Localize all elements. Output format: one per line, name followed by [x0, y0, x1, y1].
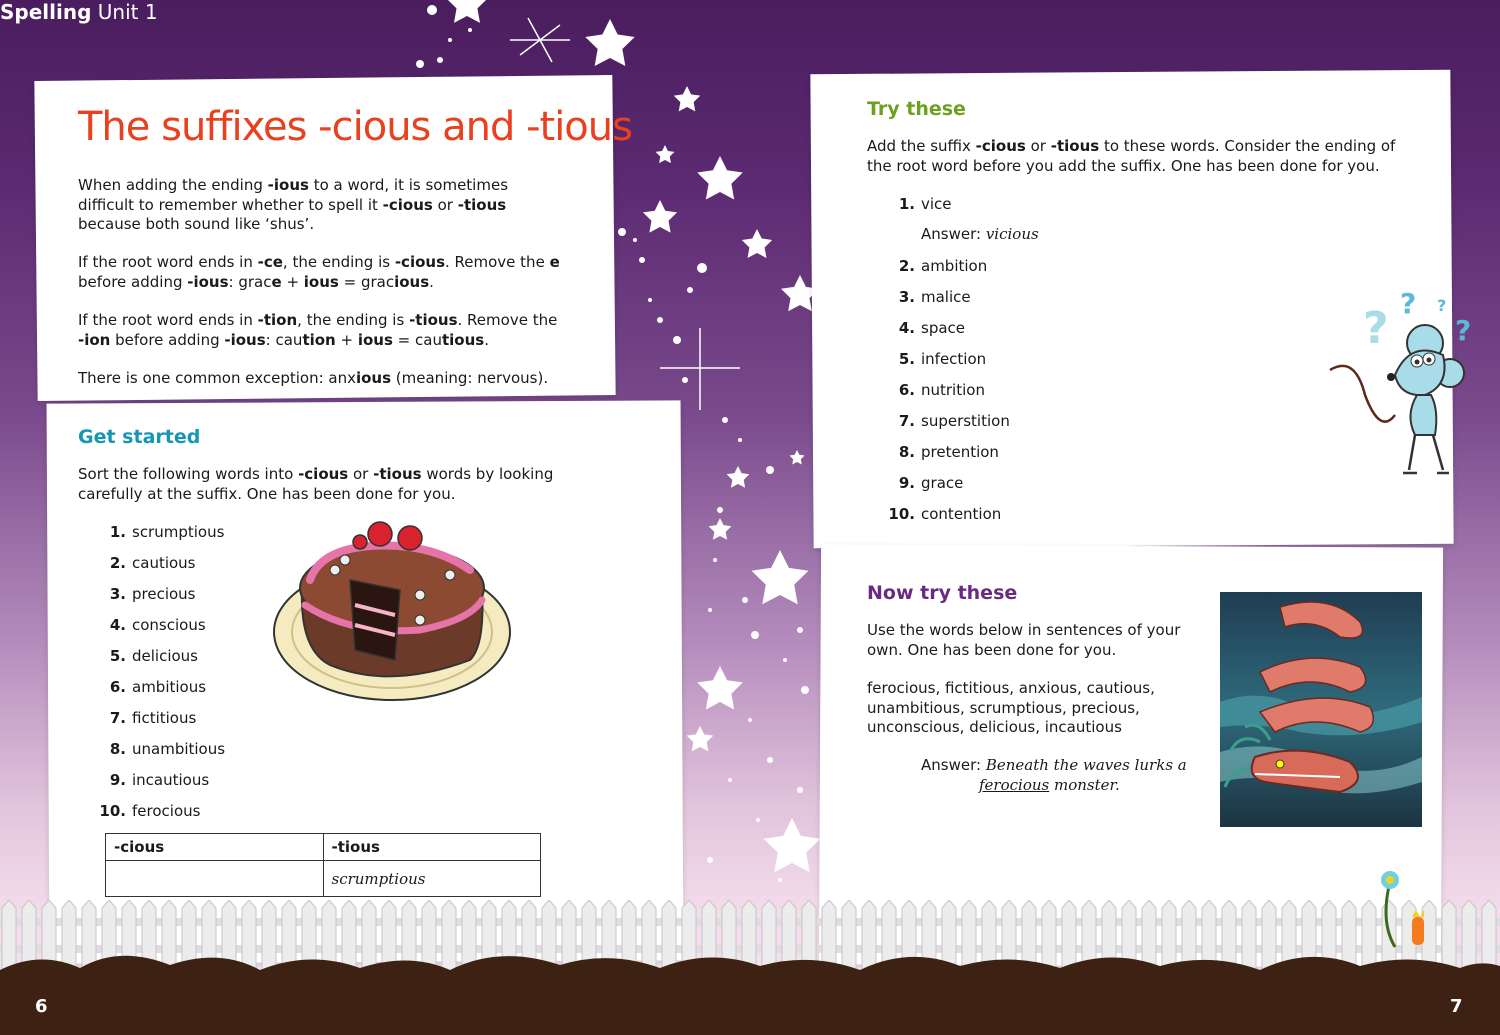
unit-header-rest: Unit 1: [97, 0, 158, 24]
list-item-word: ambitious: [132, 678, 207, 696]
list-item: [887, 441, 1010, 472]
list-item-word: fictitious: [132, 709, 197, 727]
svg-text:?: ?: [1437, 296, 1447, 315]
list-item-number: 2.: [109, 554, 126, 572]
table-cell-tious[interactable]: scrumptious: [323, 861, 541, 897]
answer-word: ferocious: [979, 776, 1050, 794]
page-number-left: 6: [35, 996, 48, 1017]
flower-icon: [1370, 862, 1440, 952]
mouse-illustration: [1325, 285, 1485, 485]
list-item: [98, 521, 225, 552]
try-these-answer: [921, 225, 1039, 243]
list-item-word: infection: [921, 350, 987, 368]
list-item: [887, 193, 952, 224]
list-item-number: 6.: [109, 678, 126, 696]
list-item-number: 2.: [898, 257, 915, 275]
now-try-instructions: Use the words below in sentences of your own. One has been done for you.: [867, 621, 1181, 659]
list-item: [887, 348, 1010, 379]
try-these-first-item: [887, 193, 952, 224]
try-these-instructions: Add the suffix -cious or -tious to these words. Consider the ending of the root word before you add the suffix. One has been done for you.: [867, 137, 1396, 175]
list-item-number: 7.: [109, 709, 126, 727]
list-item-number: 4.: [109, 616, 126, 634]
list-item-number: 5.: [109, 647, 126, 665]
list-item-number: 1.: [898, 195, 915, 213]
list-item: [98, 583, 225, 614]
list-item-number: 1.: [109, 523, 126, 541]
get-started-heading: Get started: [78, 426, 201, 448]
try-these-heading: Try these: [867, 98, 966, 120]
list-item-number: 10.: [99, 802, 126, 820]
list-item: [98, 800, 225, 831]
list-item-number: 9.: [898, 474, 915, 492]
table-cell-cious[interactable]: [106, 861, 324, 897]
list-item-word: nutrition: [921, 381, 985, 399]
list-item: [98, 707, 225, 738]
list-item-word: space: [921, 319, 966, 337]
list-item-word: cautious: [132, 554, 196, 572]
answer-line-1: Beneath the waves lurks a: [985, 756, 1187, 774]
list-item-number: 10.: [888, 505, 915, 523]
list-item-number: 9.: [109, 771, 126, 789]
cake-illustration: [270, 520, 515, 705]
list-item-word: ferocious: [132, 802, 201, 820]
intro-paragraph-3: If the root word ends in -tion, the ending is -tious. Remove the -ion before adding -ious: caution + ious = cautious.: [78, 311, 558, 349]
list-item-number: 6.: [898, 381, 915, 399]
list-item: [98, 738, 225, 769]
get-started-instructions: Sort the following words into -cious or -tious words by looking carefully at the suffix. One has been done for you.: [78, 465, 554, 503]
list-item: [98, 769, 225, 800]
svg-text:?: ?: [1400, 287, 1417, 320]
try-these-word-list: [887, 255, 1010, 534]
answer-label: Answer:: [921, 225, 982, 243]
list-item-number: 7.: [898, 412, 915, 430]
list-item: [887, 472, 1010, 503]
list-item: [98, 645, 225, 676]
list-item-number: 8.: [898, 443, 915, 461]
list-item-word: grace: [921, 474, 964, 492]
list-item: [98, 552, 225, 583]
list-item: [887, 317, 1010, 348]
list-item-word: vice: [921, 195, 952, 213]
now-try-word-bank: ferocious, fictitious, anxious, cautious, unambitious, scrumptious, precious, unconscious, delicious, incautious: [867, 679, 1155, 736]
list-item-number: 8.: [109, 740, 126, 758]
list-item-word: scrumptious: [132, 523, 225, 541]
list-item-word: malice: [921, 288, 971, 306]
list-item: [98, 676, 225, 707]
list-item: [887, 503, 1010, 534]
page-number-right: 7: [1450, 996, 1463, 1017]
list-item: [887, 286, 1010, 317]
list-item-number: 3.: [898, 288, 915, 306]
list-item-number: 5.: [898, 350, 915, 368]
svg-text:?: ?: [1363, 303, 1389, 354]
list-item-number: 3.: [109, 585, 126, 603]
list-item: [98, 614, 225, 645]
answer-end: monster.: [1049, 776, 1120, 794]
list-item-word: precious: [132, 585, 196, 603]
intro-paragraph-2: If the root word ends in -ce, the ending is -cious. Remove the e before adding -ious: grace + ious = gracious.: [78, 253, 560, 291]
get-started-word-list: [98, 521, 225, 831]
list-item-word: unambitious: [132, 740, 226, 758]
unit-header-bold: Spelling: [0, 0, 92, 24]
list-item-word: conscious: [132, 616, 206, 634]
list-item-word: ambition: [921, 257, 988, 275]
list-item-word: superstition: [921, 412, 1010, 430]
now-try-answer: [921, 755, 1211, 795]
list-item-word: incautious: [132, 771, 210, 789]
intro-paragraph-4: There is one common exception: anxious (meaning: nervous).: [78, 369, 549, 387]
table-header-cious: -cious: [106, 834, 324, 861]
list-item: [887, 410, 1010, 441]
intro-paragraph-1: When adding the ending -ious to a word, it is sometimes difficult to remember whether to spell it -cious or -tious because both sound like ‘shus’.: [78, 176, 509, 233]
now-try-heading: Now try these: [867, 582, 1018, 604]
answer-value: vicious: [985, 225, 1039, 243]
list-item-word: contention: [921, 505, 1002, 523]
sort-table: [105, 833, 541, 897]
list-item: [887, 255, 1010, 286]
list-item-word: delicious: [132, 647, 198, 665]
list-item-number: 4.: [898, 319, 915, 337]
list-item: [887, 379, 1010, 410]
answer-label: Answer:: [921, 756, 982, 774]
list-item-word: pretention: [921, 443, 999, 461]
sea-serpent-illustration: [1220, 592, 1422, 827]
page-title: The suffixes -cious and -tious: [78, 104, 632, 150]
svg-text:?: ?: [1455, 314, 1472, 347]
soil: [0, 940, 1500, 1035]
table-header-tious: -tious: [323, 834, 541, 861]
